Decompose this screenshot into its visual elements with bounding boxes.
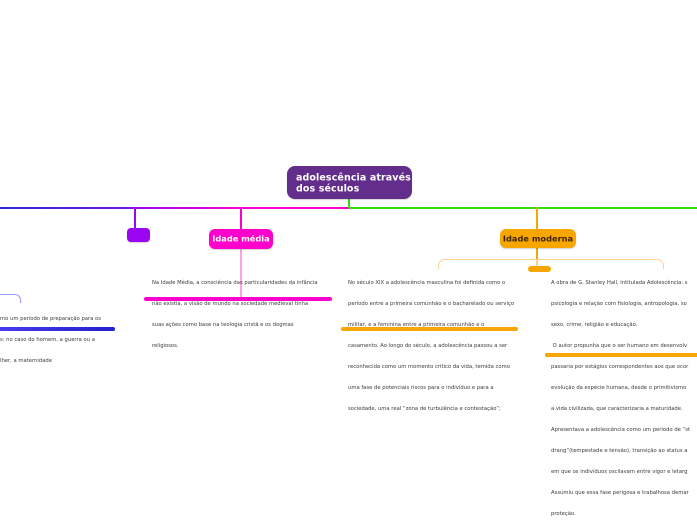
text-line: Apresentava a adolescência como um período de “st — [551, 426, 691, 432]
left-cut-text — [0, 301, 101, 378]
text-line: A obra de G. Stanley Hall, intitulada Adolescência: s — [551, 279, 688, 285]
text-line: Na Idade Média, a consciência das particularidades da infância — [152, 279, 318, 285]
idade-media-text-underline — [144, 297, 332, 301]
text-line: a vida civilizada, que caracterizaria a maturidade. — [551, 405, 683, 411]
central-node[interactable] — [287, 166, 412, 199]
idade-moderna-node[interactable] — [500, 229, 576, 248]
text-line: sexo, crime, religião e educação. — [551, 321, 638, 327]
text-line: sociedade, uma real “zona de turbulência e contestação”; — [348, 405, 501, 411]
branch-line-green — [349, 207, 697, 209]
text-line: O autor propunha que o ser humano em desenvolv — [551, 342, 688, 348]
text-line: reconhecida como um momento crítico da vida, temida como — [348, 363, 510, 369]
branch-line-violet — [135, 207, 242, 209]
moderna-right-text-underline — [545, 353, 697, 357]
text-line: militar, e a feminina entre a primeira comunhão e o — [348, 321, 485, 327]
text-line: s: no caso do homem, a guerra ou a — [0, 336, 95, 343]
left-cut-text-underline — [0, 327, 115, 331]
moderna-right-text — [551, 265, 690, 520]
text-line: No século XIX a adolescência masculina foi definida como o — [348, 279, 506, 285]
text-line: drang”(tempestade e tensão), transição ao status a — [551, 447, 688, 453]
moderna-left-text-underline — [341, 327, 518, 331]
central-node-label: adolescência através dos séculos — [296, 171, 411, 194]
text-line: não existia, a visão de mundo na sociedade medieval tinha — [152, 300, 309, 306]
idade-media-label: Idade média — [212, 233, 270, 243]
idade-moderna-label: Idade moderna — [502, 233, 574, 243]
text-line: uma fase de potenciais riscos para o indivíduo e para a — [348, 384, 494, 390]
moderna-left-text — [348, 265, 514, 426]
text-line: passaria por estágios correspondentes aos que ocor — [551, 363, 689, 369]
connector-idade-moderna — [536, 207, 538, 230]
moderna-right-text-topic[interactable] — [551, 265, 697, 520]
connector-mini-purple — [134, 207, 136, 229]
text-line: em que os indivíduos oscilavam entre vigor e letarg — [551, 468, 688, 474]
connector-idade-media — [240, 207, 242, 229]
text-line: psicologia e relação com fisiologia, antropologia, so — [551, 300, 687, 306]
text-line: mo um período de preparação para os — [0, 315, 101, 322]
idade-media-node[interactable] — [209, 229, 273, 249]
collapsed-node-purple[interactable] — [127, 228, 150, 242]
text-line: casamento. Ao longo do século, a adolescência passou a ser — [348, 342, 508, 348]
branch-line-magenta — [242, 207, 349, 209]
left-cut-text-topic[interactable] — [0, 301, 202, 455]
text-line: período entre a primeira comunhão e o bacharelado ou serviço — [348, 300, 515, 306]
text-line: suas ações como base na teologia cristã e os dogmas — [152, 321, 294, 327]
branch-line-blue — [0, 207, 135, 209]
text-line: Assumiu que essa fase perigosa e trabalhosa demar — [551, 489, 689, 495]
text-line: evolução da espécie humana, desde o primitivismo — [551, 384, 687, 390]
text-line: proteção. — [551, 510, 576, 516]
text-line: lher, a maternidade — [0, 357, 52, 364]
text-line: religiosos. — [152, 342, 179, 348]
